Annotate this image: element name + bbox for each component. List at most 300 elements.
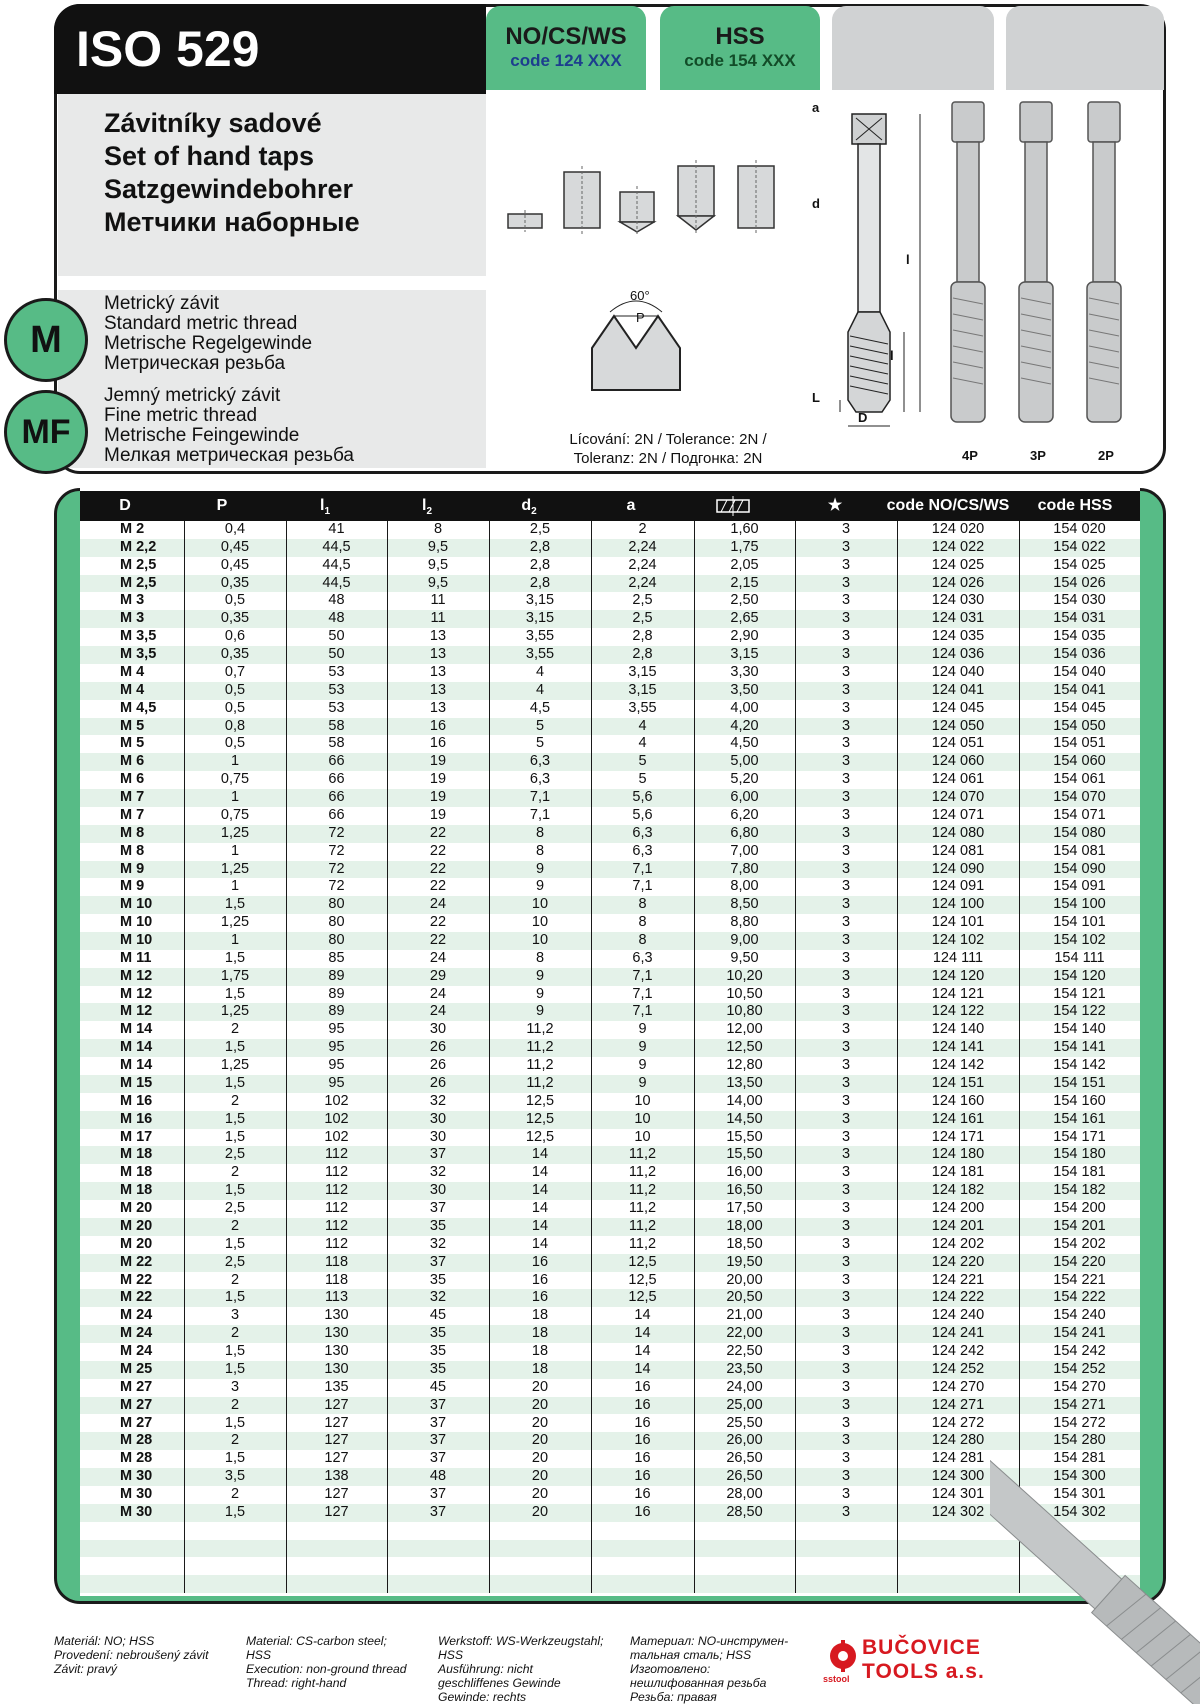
- cell-star: 3: [841, 610, 851, 627]
- cell-d2: 8: [535, 949, 545, 966]
- cell-star: 3: [841, 1360, 851, 1377]
- cell-star: 3: [841, 932, 851, 948]
- cell-d: M 12: [120, 1003, 153, 1020]
- cell-star: 3: [841, 1003, 851, 1020]
- cell-l1: 66: [328, 806, 345, 823]
- cell-star: 3: [841, 1414, 851, 1431]
- cell-d2: 16: [531, 1253, 549, 1270]
- cell-p: 0,35: [220, 646, 250, 663]
- cell-d: M 3: [120, 610, 145, 627]
- cell-star: 3: [841, 1396, 851, 1413]
- title-cs: Závitníky sadové: [104, 108, 322, 138]
- cell-star: 3: [841, 1164, 851, 1181]
- cell-drill: 23,50: [726, 1360, 763, 1377]
- cell-l2: 35: [429, 1343, 447, 1360]
- cell-code-hss: 154 221: [1053, 1271, 1106, 1288]
- cell-code-hss: 154 222: [1053, 1289, 1106, 1306]
- cell-d: M 18: [120, 1182, 153, 1199]
- cell-a: 3,55: [628, 699, 657, 716]
- cell-l2: 30: [429, 1110, 447, 1127]
- cell-d2: 10: [531, 914, 549, 931]
- cell-l2: 13: [429, 699, 447, 716]
- cell-star: 3: [841, 1039, 851, 1056]
- cell-p: 2: [230, 1432, 240, 1449]
- cell-l1: 130: [324, 1325, 349, 1342]
- cell-a: 5,6: [632, 806, 653, 823]
- dim-d2-label: d: [812, 196, 820, 211]
- cell-l2: 26: [429, 1074, 447, 1091]
- cell-star: 3: [841, 1074, 851, 1091]
- cell-code-no: 124 161: [931, 1110, 985, 1127]
- tab-label: NO/CS/WS: [505, 23, 627, 50]
- cell-l1: 48: [328, 592, 345, 609]
- cell-star: 3: [841, 628, 851, 645]
- cell-d2: 11,2: [526, 1057, 554, 1074]
- cell-code-hss: 154 171: [1053, 1128, 1106, 1145]
- cell-star: 3: [841, 646, 851, 663]
- cell-d2: 3,15: [525, 610, 555, 627]
- empty-tab: [1006, 6, 1164, 90]
- col-star-header: ★: [827, 497, 843, 514]
- cell-a: 12,5: [628, 1289, 657, 1306]
- cell-code-no: 124 040: [931, 663, 985, 680]
- cell-p: 3: [230, 1378, 240, 1395]
- cell-l2: 16: [429, 717, 447, 734]
- cell-star: 3: [841, 896, 851, 913]
- cell-star: 3: [841, 1200, 851, 1217]
- col-code-hss-header: code HSS: [1037, 497, 1113, 514]
- cell-l2: 22: [429, 932, 447, 948]
- cell-a: 5: [638, 753, 647, 770]
- col-code-no-header: code NO/CS/WS: [886, 497, 1010, 514]
- cell-d: M 16: [120, 1110, 153, 1127]
- cell-d2: 18: [531, 1343, 549, 1360]
- cell-p: 1,5: [224, 1039, 246, 1056]
- cell-p: 2,5: [224, 1200, 246, 1217]
- cell-code-no: 124 026: [931, 574, 985, 591]
- cell-code-no: 124 300: [931, 1468, 985, 1485]
- cell-a: 2,24: [628, 574, 657, 591]
- cell-d2: 14: [531, 1164, 549, 1181]
- cell-code-hss: 154 045: [1053, 699, 1106, 716]
- cell-code-no: 124 081: [931, 842, 985, 859]
- cell-drill: 4,00: [730, 699, 759, 716]
- cell-l1: 41: [328, 521, 345, 537]
- cell-code-hss: 154 035: [1053, 628, 1106, 645]
- cell-l2: 13: [429, 663, 447, 680]
- cell-l1: 127: [324, 1485, 349, 1502]
- cell-d2: 11,2: [526, 1039, 554, 1056]
- cell-drill: 16,00: [726, 1164, 763, 1181]
- cell-star: 3: [841, 1432, 851, 1449]
- cell-star: 3: [841, 1110, 851, 1127]
- cell-code-hss: 154 180: [1053, 1146, 1106, 1163]
- cell-p: 2,5: [224, 1253, 246, 1270]
- cell-code-hss: 154 270: [1053, 1378, 1106, 1395]
- cell-a: 16: [634, 1414, 651, 1431]
- cell-l1: 66: [328, 753, 345, 770]
- cell-drill: 7,80: [730, 860, 759, 877]
- cell-p: 1,25: [220, 1057, 250, 1074]
- cell-drill: 26,00: [726, 1432, 763, 1449]
- cell-drill: 14,00: [726, 1092, 763, 1109]
- cell-drill: 16,50: [726, 1182, 763, 1199]
- cell-a: 2,8: [632, 628, 653, 645]
- cell-star: 3: [841, 1307, 851, 1324]
- cell-a: 8: [638, 914, 647, 931]
- cell-star: 3: [841, 1235, 851, 1252]
- cell-p: 1: [230, 753, 240, 770]
- cell-d: M 5: [120, 717, 145, 734]
- title-ru: Метчики наборные: [104, 207, 360, 237]
- cell-a: 4: [638, 735, 647, 752]
- cell-code-hss: 154 040: [1053, 663, 1106, 680]
- col-a-header: a: [626, 497, 636, 514]
- cell-p: 1,75: [220, 967, 250, 984]
- cell-l1: 53: [328, 681, 345, 698]
- footer-line: Závit: pravý: [54, 1662, 117, 1676]
- tab-code-no-cs-ws: [486, 6, 646, 90]
- cell-code-hss: 154 272: [1053, 1414, 1106, 1431]
- cell-p: 0,5: [224, 681, 246, 698]
- cell-star: 3: [841, 1468, 851, 1485]
- cell-d: M 24: [120, 1325, 153, 1342]
- cell-l1: 130: [324, 1360, 349, 1377]
- col-p-header: P: [216, 497, 228, 514]
- cell-l1: 112: [324, 1146, 349, 1163]
- cell-l1: 80: [328, 914, 345, 931]
- cell-d2: 4,5: [529, 699, 551, 716]
- cell-d: M 11: [120, 949, 152, 966]
- cell-drill: 12,00: [726, 1021, 763, 1038]
- thread-mf-line: Metrische Feingewinde: [104, 425, 300, 446]
- cell-a: 11,2: [628, 1164, 657, 1181]
- cell-star: 3: [841, 699, 851, 716]
- cell-code-no: 124 060: [931, 753, 985, 770]
- cell-p: 1,5: [224, 896, 246, 913]
- tab-code: code 154 XXX: [684, 51, 796, 70]
- cell-a: 2,5: [632, 610, 653, 627]
- footer-line: нешлифованная резьба: [630, 1676, 767, 1690]
- cell-d2: 6,3: [529, 771, 551, 788]
- cell-code-hss: 154 120: [1053, 967, 1106, 984]
- cell-drill: 22,00: [726, 1325, 763, 1342]
- cell-star: 3: [841, 985, 851, 1002]
- cell-code-hss: 154 041: [1053, 681, 1106, 698]
- cell-d: M 2,2: [120, 538, 157, 555]
- cell-drill: 8,00: [730, 878, 759, 895]
- cell-d2: 9: [535, 878, 545, 895]
- cell-l1: 89: [328, 1003, 345, 1020]
- cell-d: M 14: [120, 1057, 153, 1074]
- cell-d: M 16: [120, 1092, 153, 1109]
- cell-p: 1,5: [224, 1235, 246, 1252]
- cell-code-hss: 154 182: [1053, 1182, 1106, 1199]
- cell-p: 3: [230, 1307, 240, 1324]
- cell-a: 2: [638, 521, 647, 537]
- cell-l2: 9,5: [427, 574, 449, 591]
- cell-code-no: 124 030: [931, 592, 985, 609]
- cell-l1: 89: [328, 967, 345, 984]
- cell-d: M 10: [120, 914, 153, 931]
- cell-star: 3: [841, 556, 851, 573]
- cell-l1: 95: [328, 1039, 345, 1056]
- cell-code-no: 124 142: [931, 1057, 985, 1074]
- thread-m-line: Metrische Regelgewinde: [104, 333, 313, 354]
- cell-d2: 11,2: [526, 1021, 554, 1038]
- cell-drill: 8,80: [730, 914, 759, 931]
- cell-code-no: 124 202: [931, 1235, 985, 1252]
- cell-drill: 18,50: [726, 1235, 763, 1252]
- cell-l1: 138: [324, 1468, 349, 1485]
- cell-a: 8: [638, 896, 647, 913]
- cell-l1: 127: [324, 1503, 349, 1520]
- cell-code-hss: 154 091: [1053, 878, 1106, 895]
- cell-code-hss: 154 051: [1053, 735, 1106, 752]
- cell-l2: 32: [429, 1235, 447, 1252]
- cell-code-hss: 154 031: [1053, 610, 1106, 627]
- cell-d2: 8: [535, 842, 545, 859]
- cell-d2: 3,55: [525, 646, 555, 663]
- cell-drill: 26,50: [726, 1468, 763, 1485]
- thread-mf-line: Fine metric thread: [104, 405, 258, 426]
- cell-code-no: 124 091: [931, 878, 985, 895]
- cell-l2: 48: [429, 1468, 447, 1485]
- cell-l2: 37: [429, 1146, 447, 1163]
- cell-l2: 26: [429, 1057, 447, 1074]
- cell-l2: 37: [429, 1200, 447, 1217]
- cell-l2: 22: [429, 860, 447, 877]
- cell-code-hss: 154 220: [1053, 1253, 1106, 1270]
- cell-p: 2,5: [224, 1146, 246, 1163]
- cell-d: M 2: [120, 521, 145, 537]
- cell-d2: 3,15: [525, 592, 555, 609]
- cell-l2: 24: [429, 949, 447, 966]
- dim-l2-label: l: [890, 348, 894, 363]
- row-stripe: [80, 1575, 1140, 1593]
- cell-code-hss: 154 100: [1053, 896, 1106, 913]
- cell-star: 3: [841, 789, 851, 806]
- cell-d: M 5: [120, 735, 145, 752]
- cell-l2: 13: [429, 681, 447, 698]
- cell-star: 3: [841, 1253, 851, 1270]
- cell-d: M 7: [120, 806, 145, 823]
- footer-line: Материал: NO-инструмен-: [630, 1634, 789, 1648]
- cell-d2: 14: [531, 1200, 549, 1217]
- cell-code-no: 124 071: [931, 806, 985, 823]
- cell-a: 11,2: [628, 1217, 657, 1234]
- cell-d: M 7: [120, 789, 145, 806]
- cell-l1: 80: [328, 932, 345, 948]
- cell-a: 14: [634, 1360, 651, 1377]
- cell-star: 3: [841, 753, 851, 770]
- cell-star: 3: [841, 806, 851, 823]
- cell-a: 6,3: [632, 824, 653, 841]
- cell-d: M 14: [120, 1039, 153, 1056]
- cell-code-no: 124 111: [932, 949, 984, 966]
- cell-d: M 12: [120, 967, 153, 984]
- cell-code-no: 124 240: [931, 1307, 985, 1324]
- cell-l2: 24: [429, 1003, 447, 1020]
- tap-dimension-drawing: [800, 100, 930, 460]
- cell-star: 3: [841, 878, 851, 895]
- cell-a: 10: [634, 1110, 651, 1127]
- cell-star: 3: [841, 574, 851, 591]
- cell-d2: 20: [531, 1450, 549, 1467]
- hole-types-illustration: [500, 158, 790, 238]
- footer-line: Execution: non-ground thread: [246, 1662, 407, 1676]
- cell-code-hss: 154 240: [1053, 1307, 1106, 1324]
- cell-star: 3: [841, 1182, 851, 1199]
- cell-star: 3: [841, 1450, 851, 1467]
- cell-d: M 18: [120, 1164, 153, 1181]
- cell-star: 3: [841, 538, 851, 555]
- footer-line: HSS: [246, 1648, 272, 1662]
- cell-d2: 8: [535, 824, 545, 841]
- cell-a: 6,3: [632, 842, 653, 859]
- cell-l2: 9,5: [427, 538, 449, 555]
- cell-a: 5,6: [632, 789, 653, 806]
- cell-d2: 6,3: [529, 753, 551, 770]
- cell-d2: 20: [531, 1396, 549, 1413]
- cell-d: M 18: [120, 1146, 153, 1163]
- cell-l1: 44,5: [322, 538, 351, 555]
- cell-a: 7,1: [632, 860, 653, 877]
- cell-drill: 1,75: [730, 538, 759, 555]
- cell-l2: 16: [429, 735, 447, 752]
- cell-d2: 16: [531, 1289, 549, 1306]
- cell-d2: 9: [535, 860, 545, 877]
- cell-code-no: 124 080: [931, 824, 985, 841]
- cell-code-hss: 154 121: [1053, 985, 1106, 1002]
- cell-p: 1,5: [224, 1110, 246, 1127]
- cell-p: 2: [230, 1271, 240, 1288]
- cell-code-hss: 154 271: [1053, 1396, 1106, 1413]
- tab-label: HSS: [715, 23, 765, 50]
- cell-star: 3: [841, 681, 851, 698]
- cell-l2: 35: [429, 1217, 447, 1234]
- cell-p: 0,35: [220, 610, 250, 627]
- cell-d2: 10: [531, 896, 549, 913]
- cell-d: M 20: [120, 1235, 153, 1252]
- angle-label: 60°: [630, 288, 650, 303]
- cell-l1: 127: [324, 1450, 349, 1467]
- cell-l2: 29: [429, 967, 447, 984]
- cell-a: 11,2: [628, 1235, 657, 1252]
- cell-d: M 27: [120, 1414, 153, 1431]
- dim-D-label: D: [858, 410, 868, 425]
- cell-l2: 37: [429, 1485, 447, 1502]
- cell-l2: 26: [429, 1039, 447, 1056]
- cell-d: M 3,5: [120, 628, 157, 645]
- cell-code-hss: 154 081: [1053, 842, 1106, 859]
- cell-star: 3: [841, 663, 851, 680]
- cell-d2: 11,2: [526, 1074, 554, 1091]
- cell-drill: 9,50: [730, 949, 759, 966]
- cell-code-no: 124 252: [931, 1360, 985, 1377]
- cell-code-no: 124 171: [931, 1128, 985, 1145]
- cell-l2: 45: [429, 1307, 447, 1324]
- cell-code-no: 124 181: [931, 1164, 985, 1181]
- cell-star: 3: [841, 1378, 851, 1395]
- cell-d2: 16: [531, 1271, 549, 1288]
- cell-code-no: 124 100: [931, 896, 985, 913]
- cell-l1: 85: [328, 949, 345, 966]
- cell-a: 7,1: [632, 985, 653, 1002]
- cell-p: 1,25: [220, 1003, 250, 1020]
- cell-code-hss: 154 160: [1053, 1092, 1106, 1109]
- cell-a: 16: [634, 1450, 651, 1467]
- cell-p: 1: [230, 842, 240, 859]
- cell-d2: 14: [531, 1146, 549, 1163]
- cell-l2: 32: [429, 1092, 447, 1109]
- cell-drill: 22,50: [726, 1343, 763, 1360]
- cell-l1: 127: [324, 1414, 349, 1431]
- cell-l2: 35: [429, 1325, 447, 1342]
- cell-p: 1,5: [224, 1182, 246, 1199]
- cell-p: 1,5: [224, 1414, 246, 1431]
- cell-d: M 25: [120, 1360, 153, 1377]
- cell-code-no: 124 036: [931, 646, 985, 663]
- cell-d2: 20: [531, 1414, 549, 1431]
- cell-drill: 19,50: [726, 1253, 763, 1270]
- cell-star: 3: [841, 1343, 851, 1360]
- table-header: [80, 491, 1140, 521]
- cell-p: 1,5: [224, 1074, 246, 1091]
- col-d-header: D: [119, 497, 131, 514]
- cell-code-no: 124 035: [931, 628, 985, 645]
- footer-de: [438, 1634, 623, 1704]
- thread-m-line: Metrický závit: [104, 293, 220, 314]
- cell-p: 2: [230, 1396, 240, 1413]
- cell-l2: 24: [429, 985, 447, 1002]
- footer-line: Резьба: правая: [630, 1690, 717, 1704]
- dim-a-label: a: [812, 100, 820, 115]
- cell-l2: 32: [429, 1289, 447, 1306]
- cell-p: 0,6: [224, 628, 246, 645]
- cell-code-hss: 154 280: [1053, 1432, 1106, 1449]
- cell-l1: 53: [328, 663, 345, 680]
- cell-star: 3: [841, 967, 851, 984]
- cell-l1: 89: [328, 985, 345, 1002]
- cell-code-hss: 154 111: [1054, 949, 1105, 966]
- cell-star: 3: [841, 1271, 851, 1288]
- cell-drill: 25,00: [726, 1396, 763, 1413]
- cell-l2: 32: [429, 1164, 447, 1181]
- cell-l1: 102: [324, 1092, 349, 1109]
- cell-drill: 3,50: [730, 681, 759, 698]
- cell-d2: 18: [531, 1360, 549, 1377]
- set-3p-label: 3P: [1030, 448, 1046, 463]
- cell-code-no: 124 101: [931, 914, 985, 931]
- cell-a: 9: [638, 1021, 647, 1038]
- cell-p: 2: [230, 1217, 240, 1234]
- cell-drill: 18,00: [726, 1217, 763, 1234]
- cell-code-no: 124 140: [931, 1021, 985, 1038]
- cell-code-no: 124 151: [931, 1074, 985, 1091]
- cell-drill: 2,90: [730, 628, 759, 645]
- cell-a: 7,1: [632, 967, 653, 984]
- thread-mf-line: Jemný metrický závit: [104, 385, 281, 406]
- cell-d: M 27: [120, 1378, 153, 1395]
- cell-l1: 66: [328, 789, 345, 806]
- cell-p: 0,4: [224, 521, 246, 537]
- footer-ru: [630, 1634, 815, 1704]
- cell-l1: 72: [328, 824, 345, 841]
- footer-line: Thread: right-hand: [246, 1676, 347, 1690]
- cell-l1: 72: [328, 878, 345, 895]
- tab-code: code 124 XXX: [510, 51, 622, 70]
